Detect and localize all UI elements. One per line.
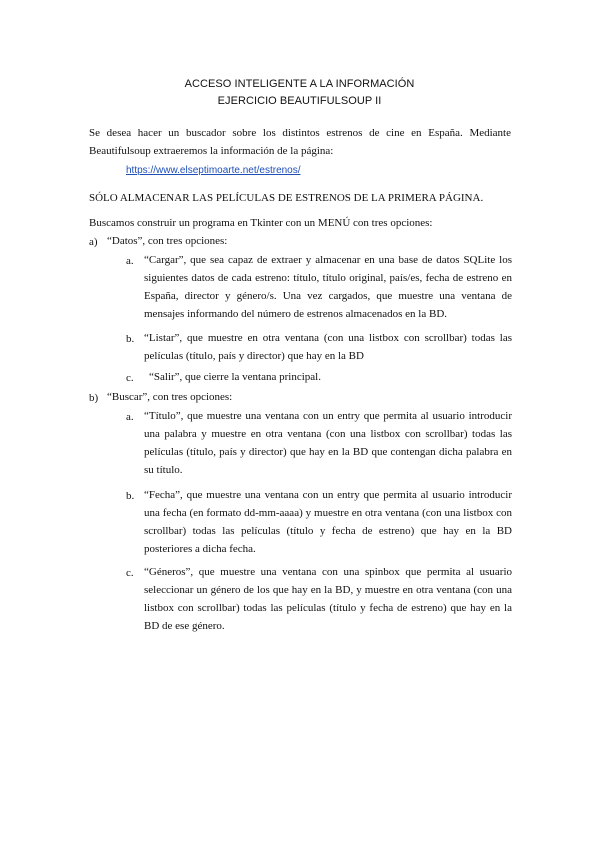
list-item-listar: “Listar”, que muestre en otra ventana (con una listbox con scrollbar) todas las películas (título, país y director) que hay en la BD — [144, 332, 512, 362]
list-item-cargar: “Cargar”, que sea capaz de extraer y almacenar en una base de datos SQLite los siguientes datos de cada estreno: título, título original, país/es, fecha de estreno en España, director y género/s. Una vez cargados, que muestre una ventana de mensajes informando del número de estrenos almacenados en la BD. — [144, 254, 512, 320]
menu-intro: Buscamos construir un programa en Tkinter con un MENÚ con tres opciones: — [89, 217, 433, 229]
list-item-marker: c. — [126, 567, 134, 579]
source-url-link[interactable]: https://www.elseptimoarte.net/estrenos/ — [126, 165, 301, 176]
list-item-marker: b. — [126, 333, 135, 345]
section-heading: “Buscar”, con tres opciones: — [107, 391, 233, 403]
section-heading: “Datos”, con tres opciones: — [107, 235, 228, 247]
list-item-salir: “Salir”, que cierre la ventana principal. — [149, 371, 321, 383]
list-item-marker: a. — [126, 255, 134, 267]
list-item-marker: c. — [126, 372, 134, 384]
intro-paragraph: Se desea hacer un buscador sobre los distintos estrenos de cine en España. Mediante Beautifulsoup extraeremos la información de la página: — [89, 127, 511, 157]
list-item-marker: a. — [126, 411, 134, 423]
list-item-generos: “Géneros”, que muestre una ventana con una spinbox que permita al usuario seleccionar un género de los que hay en la BD, y muestre en otra ventana (con una listbox con scrollbar) todas las películas (título y fecha de estreno) que hay en la BD de ese género. — [144, 566, 512, 632]
section-marker: b) — [89, 392, 99, 404]
section-marker: a) — [89, 236, 98, 248]
document-title: ACCESO INTELIGENTE A LA INFORMACIÓN — [184, 78, 415, 90]
scope-note: SÓLO ALMACENAR LAS PELÍCULAS DE ESTRENOS DE LA PRIMERA PÁGINA. — [89, 192, 484, 204]
list-item-marker: b. — [126, 490, 135, 502]
document-subtitle: EJERCICIO BEAUTIFULSOUP II — [217, 95, 382, 107]
list-item-titulo: “Título”, que muestre una ventana con un entry que permita al usuario introducir una palabra y muestre en otra ventana (con una listbox con scrollbar) todas las películas (título, país y director) que hay en la BD que contengan dicha palabra en su título. — [144, 410, 512, 476]
list-item-fecha: “Fecha”, que muestre una ventana con un entry que permita al usuario introducir una fecha (en formato dd-mm-aaaa) y muestre en otra ventana (con una listbox con scrollbar) todas las películas (título y fecha de estreno) que hay en la BD posteriores a dicha fecha. — [144, 489, 512, 555]
